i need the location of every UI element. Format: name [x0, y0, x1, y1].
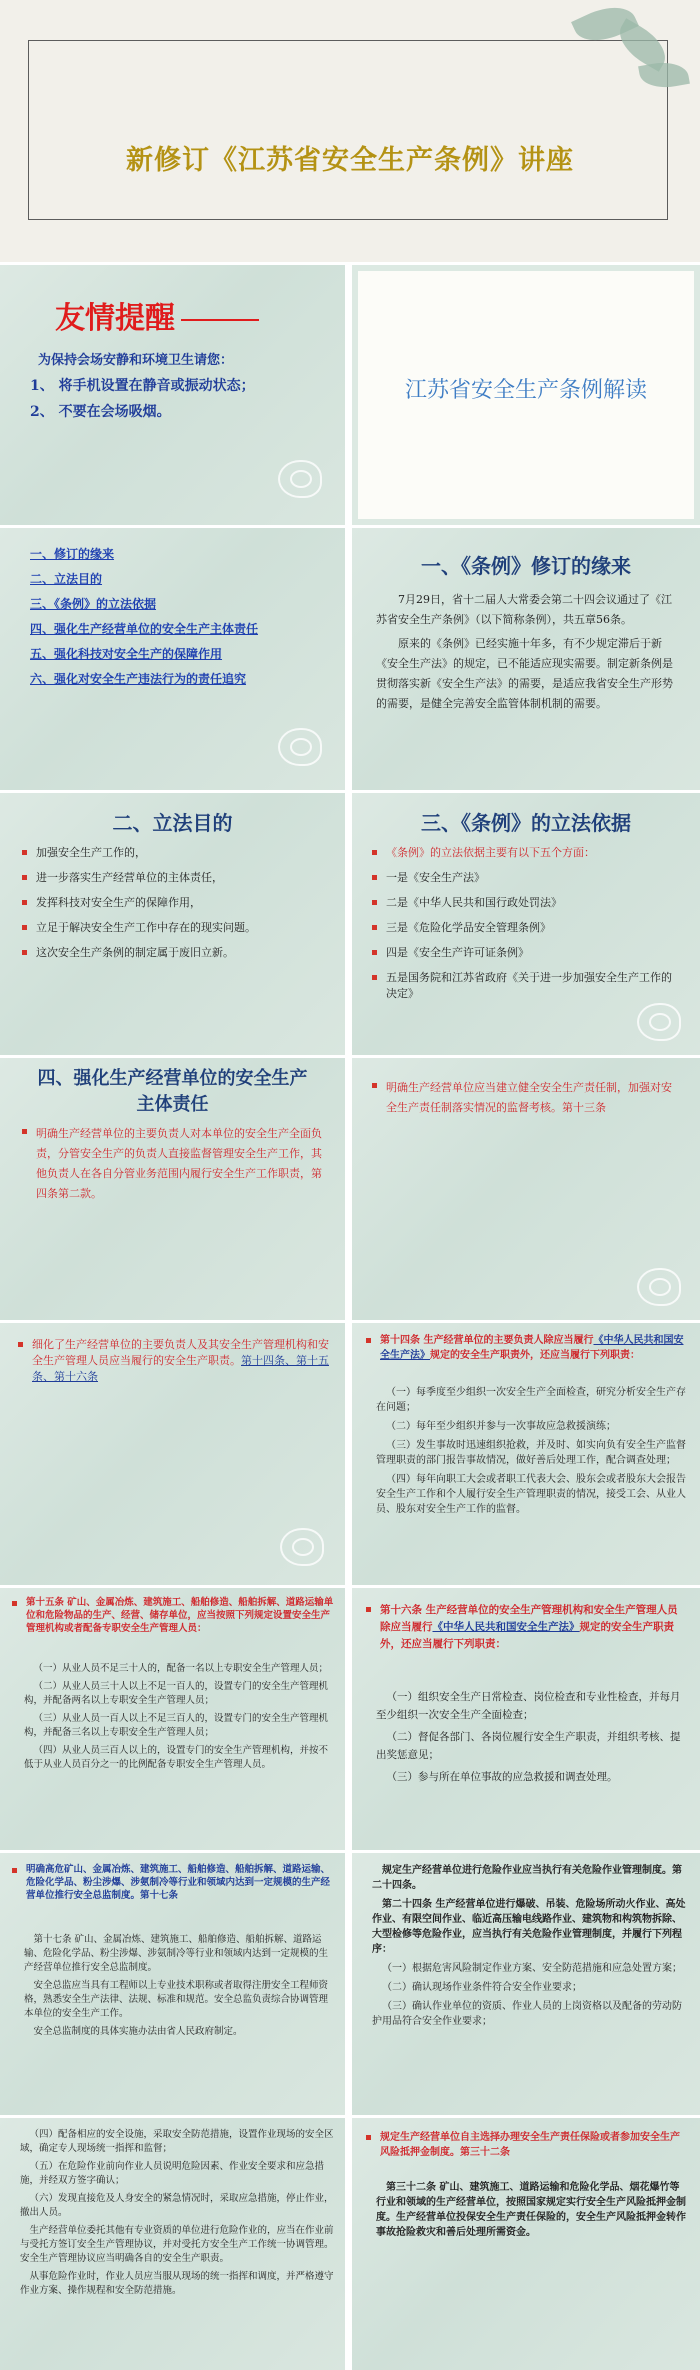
list-item: 第十四条 生产经营单位的主要负责人除应当履行《中华人民共和国安全生产法》规定的安全生产职责外，还应当履行下列职责：	[366, 1333, 688, 1363]
reminder-item: 2、 不要在会场吸烟。	[30, 404, 171, 420]
section-11-slide	[352, 1853, 700, 2115]
list-item: 细化了生产经营单位的主要负责人及其安全生产管理机构和安全生产管理人员应当履行的安全生产职责。第十四条、第十五条、第十六条	[18, 1337, 330, 1385]
list-item: 明确高危矿山、金属冶炼、建筑施工、船舶修造、船舶拆解、道路运输、危险化学品、粉尘涉爆、涉氨制冷等行业和领域内达到一定规模的生产经营单位推行安全总监制度。第十七条	[12, 1863, 336, 1902]
section-text: 7月29日，省十二届人大常委会第二十四会议通过了《江苏省安全生产条例》（以下简称条例），共五章56条。 原来的《条例》已经实施十年多，有不少规定滞后于新《安全生产法》的规定，已不能适应现实需要。制定新条例是贯彻落实新《安全生产法》的需要，是适应我省安全生产形势的需要，是健全完善安全监管体制机制的需要。	[376, 593, 673, 710]
list-item: 第十六条 生产经营单位的安全生产管理机构和安全生产管理人员除应当履行《中华人民共和国安全生产法》规定的安全生产职责外，还应当履行下列职责：	[366, 1602, 688, 1653]
reminder-subtitle: 为保持会场安静和环境卫生请您：	[38, 353, 234, 368]
toc-link-6[interactable]: 六、强化对安全生产违法行为的责任追究	[30, 672, 247, 686]
dragon-emblem-icon	[637, 1268, 681, 1306]
page-title: 新修订《江苏省安全生产条例》讲座	[126, 145, 574, 176]
clause-list: （一）每季度至少组织一次安全生产全面检查，研究分析安全生产存在问题； （二）每年至少组织并参与一次事故应急救援演练； （三）发生事故时迅速组织抢救，并及时、如实向负有安全生产监督管理职责的部门报告事故情况，做好善后处理工作，配合调查处理； （四）每年向职工大会或者职工代表大会、股东会或者股东大会报告安全生产工作和个人履行安全生产管理职责的情况，接受工会、从业人员、股东对安全生产工作的监督。	[376, 1387, 686, 1515]
section-12-slide	[0, 2118, 345, 2370]
clause-list: （一）从业人员不足三十人的，配备一名以上专职安全生产管理人员； （二）从业人员三十人以上不足一百人的，设置专门的安全生产管理机构，并配备两名以上专职安全生产管理人员； （三）从业人员一百人以上不足三百人的，设置专门的安全生产管理机构，并配备三名以上专职安全生产管理人员； （四）从业人员三百人以上的，设置专门的安全生产管理机构，并按不低于从业人员百分之一的比例配备专职安全生产管理人员。	[24, 1663, 329, 1770]
list-item: 五是国务院和江苏省政府《关于进一步加强安全生产工作的决定》	[372, 970, 682, 1002]
section-9-slide	[352, 1588, 700, 1850]
reminder-heading: 友情提醒	[55, 293, 259, 337]
toc-link-4[interactable]: 四、强化生产经营单位的安全生产主体责任	[30, 622, 259, 636]
section-5-slide	[352, 1058, 700, 1320]
toc-link-2[interactable]: 二、立法目的	[30, 572, 103, 586]
bullet-list	[366, 1333, 688, 1367]
bullet-list	[366, 2130, 688, 2166]
cover-title: 江苏省安全生产条例解读	[404, 378, 647, 403]
list-item: 明确生产经营单位应当建立健全安全生产责任制，加强对安全生产责任制落实情况的监督考核。第十三条	[372, 1078, 682, 1118]
dragon-emblem-icon	[278, 728, 322, 766]
bullet-list	[366, 1602, 688, 1659]
list-item: 四是《安全生产许可证条例》	[372, 945, 682, 961]
title-frame	[28, 40, 668, 220]
list-item: 加强安全生产工作的，	[22, 845, 322, 861]
bullet-list	[372, 1078, 682, 1127]
list-item: 这次安全生产条例的制定属于废旧立新。	[22, 945, 322, 961]
section-10-slide	[0, 1853, 345, 2115]
section-2-slide	[0, 793, 345, 1055]
bullet-list	[22, 845, 322, 970]
bullet-list	[12, 1596, 336, 1638]
clause-list: （一）组织安全生产日常检查、岗位检查和专业性检查，并每月至少组织一次安全生产全面检查； （二）督促各部门、各岗位履行安全生产职责，并组织考核、提出奖惩意见； （三）参与所在单位事故的应急救援和调查处理。	[376, 1691, 681, 1783]
bullet-list	[22, 1124, 327, 1213]
dragon-emblem-icon	[280, 1528, 324, 1566]
reminder-slide	[0, 265, 345, 525]
section-heading: 三、《条例》的立法依据	[421, 811, 631, 835]
list-item: 第十五条 矿山、金属冶炼、建筑施工、船舶修造、船舶拆解、道路运输单位和危险物品的生产、经营、储存单位，应当按照下列规定设置安全生产管理机构或者配备专职安全生产管理人员：	[12, 1596, 336, 1635]
clause-list: 第十七条 矿山、金属冶炼、建筑施工、船舶修造、船舶拆解、道路运输、危险化学品、粉尘涉爆、涉氨制冷等行业和领域内达到一定规模的生产经营单位推行安全总监制度。 安全总监应当具有工程师以上专业技术职称或者取得注册安全工程师资格，熟悉安全生产法律、法规、标准和规范。安全总监负责综合协调管理本单位的安全生产工作。 安全总监制度的具体实施办法由省人民政府制定。	[24, 1934, 329, 2037]
bullet-list	[372, 845, 682, 1011]
list-item: 明确生产经营单位的主要负责人对本单位的安全生产全面负责，分管安全生产的负责人直接监督管理安全生产工作，其他负责人在各自分管业务范围内履行安全生产工作职责，第四条第二款。	[22, 1124, 327, 1204]
list-item: 二是《中华人民共和国行政处罚法》	[372, 895, 682, 911]
list-item: 立足于解决安全生产工作中存在的现实问题。	[22, 920, 322, 936]
section-6-slide	[0, 1323, 345, 1585]
section-13-slide	[352, 2118, 700, 2370]
dragon-emblem-icon	[637, 1003, 681, 1041]
article-refs-link[interactable]: 第十四条、第十五条、第十六条	[32, 1354, 329, 1383]
law-link[interactable]: 《中华人民共和国安全生产法》	[432, 1621, 580, 1633]
law-link[interactable]: 《中华人民共和国安全生产法》	[380, 1335, 684, 1361]
list-item: 三是《危险化学品安全管理条例》	[372, 920, 682, 936]
section-1-slide	[352, 528, 700, 790]
section-4-slide	[0, 1058, 345, 1320]
section-heading: 四、强化生产经营单位的安全生产主体责任	[37, 1068, 308, 1115]
dragon-emblem-icon	[278, 460, 322, 498]
clause-list: 规定生产经营单位进行危险作业应当执行有关危险作业管理制度。第二十四条。 第二十四条 生产经营单位进行爆破、吊装、危险场所动火作业、高处作业、有限空间作业、临近高压输电线路作业、建筑物和构筑物拆除、大型检修等危险作业，应当执行有关危险作业管理制度，并履行下列程序： （一）根据危害风险制定作业方案、安全防范措施和应急处置方案； （二）确认现场作业条件符合安全作业要求； （三）确认作业单位的资质、作业人员的上岗资格以及配备的劳动防护用品符合安全作业要求；	[372, 1865, 686, 2027]
clause-list: （四）配备相应的安全设施，采取安全防范措施，设置作业现场的安全区域，确定专人现场统一指挥和监督； （五）在危险作业前向作业人员说明危险因素、作业安全要求和应急措施，并经双方签字确认； （六）发现直接危及人身安全的紧急情况时，采取应急措施，停止作业，撤出人员。 生产经营单位委托其他有专业资质的单位进行危险作业的，应当在作业前与受托方签订安全生产管理协议，并对受托方安全生产工作统一协调管理。安全生产管理协议应当明确各自的安全生产职责。 从事危险作业时，作业人员应当服从现场的统一指挥和调度，并严格遵守作业方案、操作规程和安全防范措施。	[20, 2129, 334, 2296]
title-slide	[0, 0, 700, 262]
bullet-list	[18, 1337, 330, 1394]
reminder-item: 1、 将手机设置在静音或振动状态；	[30, 378, 255, 394]
toc-link-3[interactable]: 三、《条例》的立法依据	[30, 597, 157, 611]
toc-link-5[interactable]: 五、强化科技对安全生产的保障作用	[30, 647, 223, 661]
section-7-slide	[352, 1323, 700, 1585]
list-item: 一是《安全生产法》	[372, 870, 682, 886]
section-heading: 二、立法目的	[112, 811, 233, 835]
toc-link-1[interactable]: 一、修订的缘来	[30, 547, 115, 561]
list-item: 进一步落实生产经营单位的主体责任，	[22, 870, 322, 886]
toc-list	[30, 542, 258, 692]
section-3-slide	[352, 793, 700, 1055]
list-item: 规定生产经营单位自主选择办理安全生产责任保险或者参加安全生产风险抵押金制度。第三十二条	[366, 2130, 688, 2160]
section-heading: 一、《条例》修订的缘来	[421, 554, 631, 578]
toc-slide	[0, 528, 345, 790]
list-item: 发挥科技对安全生产的保障作用，	[22, 895, 322, 911]
bullet-list	[12, 1863, 336, 1905]
list-item: 《条例》的立法依据主要有以下五个方面：	[372, 845, 682, 861]
clause-text: 第三十二条 矿山、建筑施工、道路运输和危险化学品、烟花爆竹等行业和领域的生产经营单位，按照国家规定实行安全生产风险抵押金制度。生产经营单位投保安全生产责任保险的，安全生产风险抵押金转作事故抢险救灾和善后处理所需资金。	[376, 2182, 686, 2238]
cover-slide	[352, 265, 700, 525]
section-8-slide	[0, 1588, 345, 1850]
